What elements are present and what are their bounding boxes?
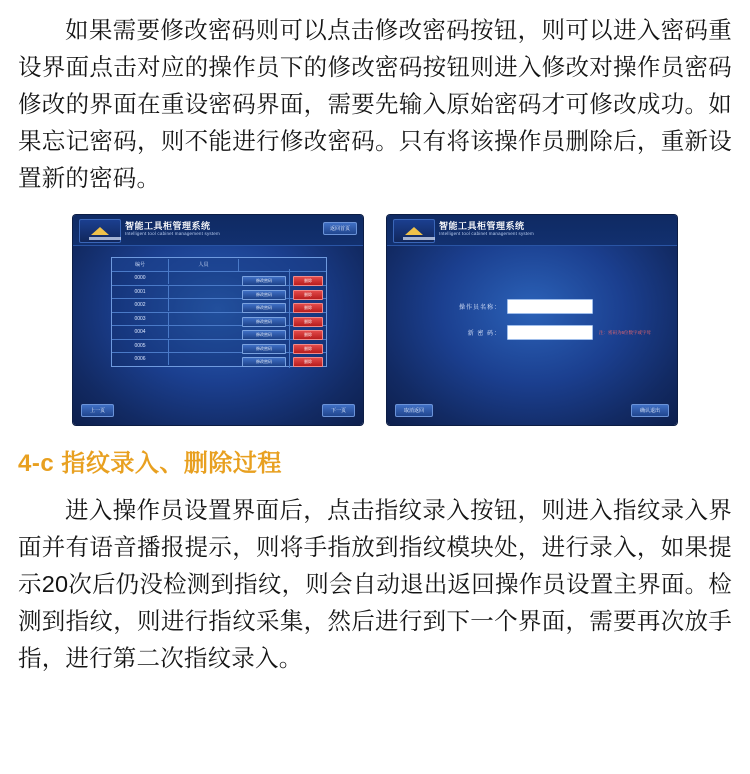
cell-id: 0003 bbox=[112, 313, 169, 325]
logo-triangle-icon bbox=[405, 227, 423, 235]
modify-password-button[interactable]: 修改密码 bbox=[242, 290, 286, 300]
left-system-subtitle: Intelligent tool cabinet management system bbox=[125, 231, 220, 236]
new-password-label: 新 密 码： bbox=[467, 331, 501, 337]
return-home-button[interactable]: 返回首页 bbox=[323, 222, 357, 235]
prev-page-button[interactable]: 上一页 bbox=[81, 404, 114, 417]
right-system-subtitle: Intelligent tool cabinet management system bbox=[439, 231, 534, 236]
cell-delete bbox=[290, 350, 326, 368]
modify-password-button[interactable]: 修改密码 bbox=[242, 344, 286, 354]
operator-name-label: 操作员名称： bbox=[458, 305, 501, 311]
new-password-input[interactable] bbox=[507, 325, 593, 340]
delete-button[interactable]: 删除 bbox=[293, 276, 323, 286]
logo-bar-icon bbox=[89, 237, 121, 240]
delete-button[interactable]: 删除 bbox=[293, 330, 323, 340]
cell-modify bbox=[239, 350, 290, 368]
logo-icon bbox=[79, 219, 121, 243]
confirm-exit-button[interactable]: 确认退出 bbox=[631, 404, 669, 417]
left-system-title: 智能工具柜管理系统 bbox=[125, 221, 211, 231]
delete-button[interactable]: 删除 bbox=[293, 290, 323, 300]
cell-id: 0000 bbox=[112, 272, 169, 284]
modify-password-button[interactable]: 修改密码 bbox=[242, 303, 286, 313]
right-system-title: 智能工具柜管理系统 bbox=[439, 221, 525, 231]
delete-button[interactable]: 删除 bbox=[293, 303, 323, 313]
right-shot-header bbox=[387, 215, 677, 246]
operator-name-row bbox=[443, 299, 593, 314]
logo-bar-icon bbox=[403, 237, 435, 240]
figure-group bbox=[18, 197, 732, 429]
next-page-button[interactable]: 下一页 bbox=[322, 404, 355, 417]
intro-paragraph: 如果需要修改密码则可以点击修改密码按钮，则可以进入密码重设界面点击对应的操作员下的修改密码按钮则进入修改对操作员密码修改的界面在重设密码界面，需要先输入原始密码才可修改成功。如果忘记密码，则不能进行修改密码。只有将该操作员删除后，重新设置新的密码。 bbox=[18, 17, 732, 191]
cell-id: 0004 bbox=[112, 326, 169, 338]
body-paragraph: 进入操作员设置界面后，点击指纹录入按钮，则进入指纹录入界面并有语音播报提示，则将手指放到指纹模块处，进行录入，如果提示20次后仍没检测到指纹，则会自动退出返回操作员设置主界面。检测到指纹，则进行指纹采集，然后进行到下一个界面，需要再次放手指，进行第二次指纹录入。 bbox=[18, 497, 732, 671]
figure-operator-list bbox=[73, 215, 363, 425]
logo-icon bbox=[393, 219, 435, 243]
cell-id: 0006 bbox=[112, 353, 169, 365]
operator-table bbox=[111, 257, 327, 367]
modify-password-button[interactable]: 修改密码 bbox=[242, 357, 286, 367]
operator-name-input[interactable] bbox=[507, 299, 593, 314]
password-hint: 注：密码为6位数字或字母 bbox=[599, 329, 652, 335]
delete-button[interactable]: 删除 bbox=[293, 344, 323, 354]
cell-id: 0002 bbox=[112, 299, 169, 311]
figure-password-reset bbox=[387, 215, 677, 425]
logo-triangle-icon bbox=[91, 227, 109, 235]
left-shot-header bbox=[73, 215, 363, 246]
modify-password-button[interactable]: 修改密码 bbox=[242, 317, 286, 327]
delete-button[interactable]: 删除 bbox=[293, 317, 323, 327]
delete-button[interactable]: 删除 bbox=[293, 357, 323, 367]
column-header-id: 编号 bbox=[112, 259, 169, 271]
modify-password-button[interactable]: 修改密码 bbox=[242, 330, 286, 340]
cell-id: 0001 bbox=[112, 286, 169, 298]
modify-password-button[interactable]: 修改密码 bbox=[242, 276, 286, 286]
cell-id: 0005 bbox=[112, 340, 169, 352]
column-header-name: 人员 bbox=[169, 259, 239, 271]
cancel-return-button[interactable]: 取消返回 bbox=[395, 404, 433, 417]
section-heading: 4-c 指纹录入、删除过程 bbox=[18, 450, 282, 477]
new-password-row bbox=[443, 325, 651, 340]
table-row bbox=[112, 353, 326, 366]
